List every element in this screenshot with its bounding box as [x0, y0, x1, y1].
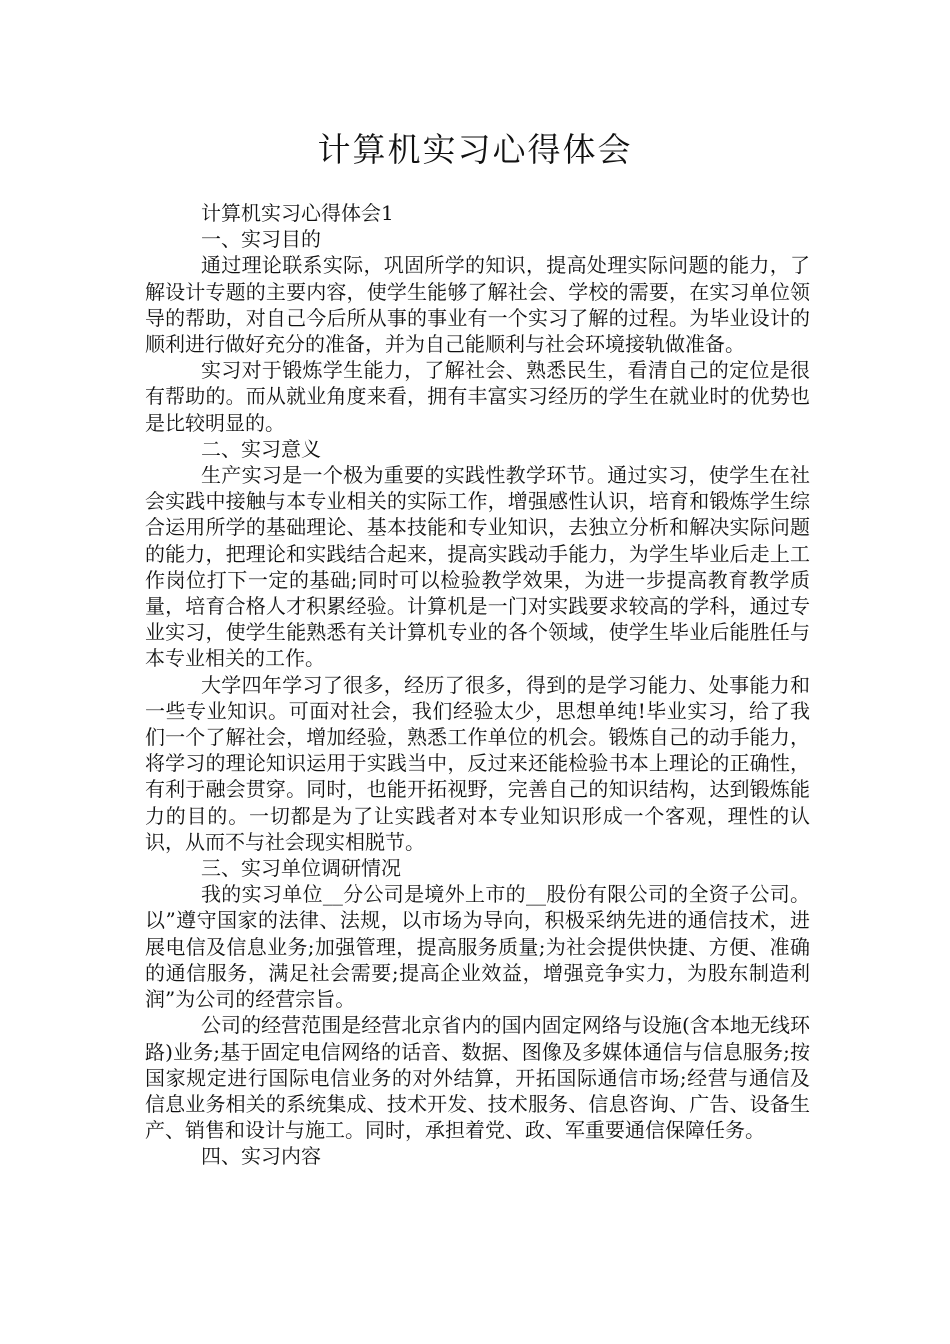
paragraph: 实习对于锻炼学生能力，了解社会、熟悉民生，看清自己的定位是很有帮助的。而从就业角度来看，拥有丰富实习经历的学生在就业时的优势也是比较明显的。: [145, 358, 810, 435]
section-heading-purpose: 一、实习目的: [201, 227, 321, 252]
section-subtitle: 计算机实习心得体会1: [201, 201, 394, 225]
paragraph: 公司的经营范围是经营北京省内的国内固定网络与设施(含本地无线环路)业务;基于固定电信网络的话音、数据、图像及多媒体通信与信息服务;按国家规定进行国际电信业务的对外结算，开拓国际通信市场;经营与通信及信息业务相关的系统集成、技术开发、技术服务、信息咨询、广告、设备生产、销售和设计与施工。同时，承担着党、政、军重要通信保障任务。: [145, 1013, 810, 1143]
paragraph: 通过理论联系实际，巩固所学的知识，提高处理实际问题的能力，了解设计专题的主要内容，使学生能够了解社会、学校的需要，在实习单位领导的帮助，对自己今后所从事的事业有一个实习了解的过程。为毕业设计的顺利进行做好充分的准备，并为自己能顺利与社会环境接轨做准备。: [145, 253, 810, 357]
paragraph: 我的实习单位__分公司是境外上市的__股份有限公司的全资子公司。以”遵守国家的法律、法规，以市场为导向，积极采纳先进的通信技术，进展电信及信息业务;加强管理，提高服务质量;为社会提供快捷、方便、准确的通信服务，满足社会需要;提高企业效益，增强竞争实力，为股东制造利润”为公司的经营宗旨。: [145, 882, 810, 1012]
section-heading-company: 三、实习单位调研情况: [201, 856, 401, 881]
paragraph: 生产实习是一个极为重要的实践性教学环节。通过实习，使学生在社会实践中接触与本专业相关的实际工作，增强感性认识，培育和锻炼学生综合运用所学的基础理论、基本技能和专业知识，去独立分析和解决实际问题的能力，把理论和实践结合起来，提高实践动手能力，为学生毕业后走上工作岗位打下一定的基础;同时可以检验教学效果，为进一步提高教育教学质量，培育合格人才积累经验。计算机是一门对实践要求较高的学科，通过专业实习，使学生能熟悉有关计算机专业的各个领域，使学生毕业后能胜任与本专业相关的工作。: [145, 463, 810, 671]
section-heading-significance: 二、实习意义: [201, 436, 321, 461]
page-title: 计算机实习心得体会: [317, 130, 633, 169]
document-body: [145, 200, 810, 1170]
paragraph: 大学四年学习了很多，经历了很多，得到的是学习能力、处事能力和一些专业知识。可面对社会，我们经验太少，思想单纯!毕业实习，给了我们一个了解社会，增加经验，熟悉工作单位的机会。锻炼自己的动手能力，将学习的理论知识运用于实践当中，反过来还能检验书本上理论的正确性，有利于融会贯穿。同时，也能开拓视野，完善自己的知识结构，达到锻炼能力的目的。一切都是为了让实践者对本专业知识形成一个客观，理性的认识，从而不与社会现实相脱节。: [145, 672, 810, 854]
section-heading-content: 四、实习内容: [201, 1144, 321, 1169]
